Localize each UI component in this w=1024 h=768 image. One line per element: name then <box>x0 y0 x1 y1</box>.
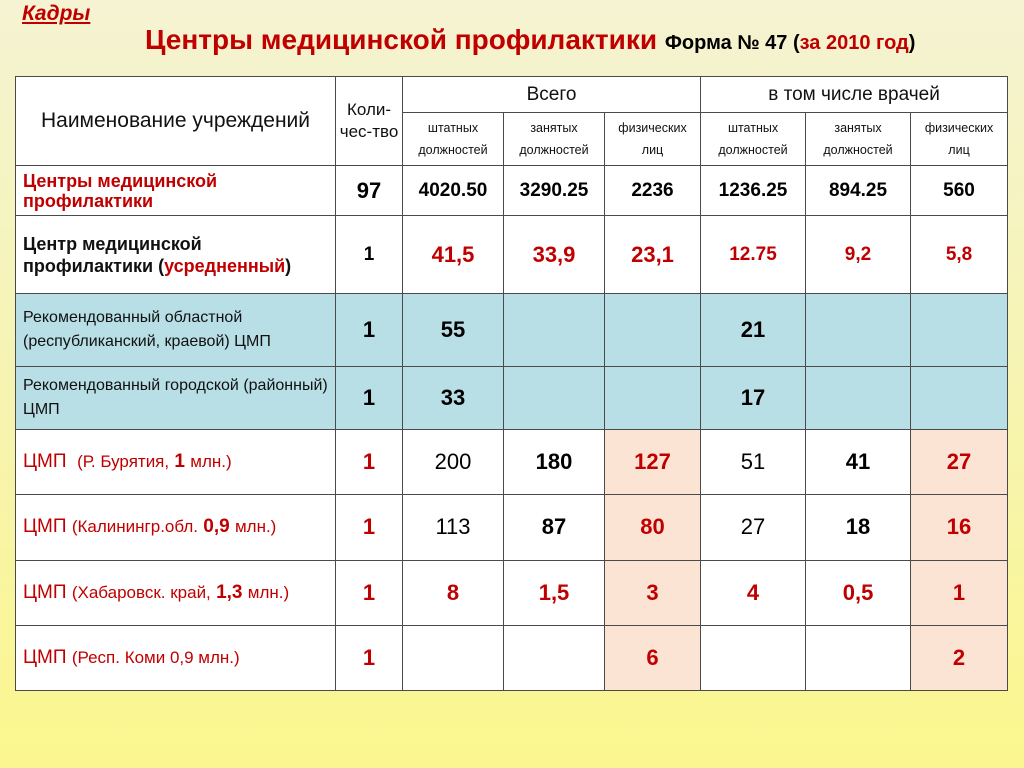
cell <box>605 367 701 429</box>
cell: 4020.50 <box>403 166 504 216</box>
row-name-d: млн.) <box>234 517 277 537</box>
cell <box>403 625 504 690</box>
cell: 55 <box>403 294 504 367</box>
cell: 16 <box>911 494 1008 560</box>
cell: 3290.25 <box>504 166 605 216</box>
row-name <box>16 625 336 690</box>
row-count: 1 <box>336 560 403 625</box>
table-row <box>16 494 1008 560</box>
cell: 180 <box>504 429 605 494</box>
cell: 1 <box>911 560 1008 625</box>
header-doctors: в том числе врачей <box>701 77 1008 113</box>
cell: 21 <box>701 294 806 367</box>
table-row <box>16 367 1008 429</box>
row-name-a: Центр медицинской профилактики ( <box>23 233 202 276</box>
cell: 33,9 <box>504 216 605 294</box>
cell: 87 <box>504 494 605 560</box>
cell <box>701 625 806 690</box>
cell: 113 <box>403 494 504 560</box>
table-row <box>16 294 1008 367</box>
staff-table <box>15 76 1008 691</box>
table-row <box>16 166 1008 216</box>
cell: 200 <box>403 429 504 494</box>
cell: 3 <box>605 560 701 625</box>
header-total-occupied: занятых должностей <box>504 113 605 166</box>
cell: 4 <box>701 560 806 625</box>
cell: 41,5 <box>403 216 504 294</box>
cell: 23,1 <box>605 216 701 294</box>
cell: 0,5 <box>806 560 911 625</box>
table-row <box>16 429 1008 494</box>
header-doctors-persons: физических лиц <box>911 113 1008 166</box>
cell: 27 <box>911 429 1008 494</box>
row-name <box>16 216 336 294</box>
row-count: 1 <box>336 625 403 690</box>
row-name-c: 0,9 <box>203 516 230 538</box>
row-name-a: ЦМП <box>23 646 67 668</box>
header-doctors-occupied: занятых должностей <box>806 113 911 166</box>
row-name-a: ЦМП <box>23 516 67 538</box>
cell: 41 <box>806 429 911 494</box>
row-name <box>16 494 336 560</box>
row-name-c: 1,3 <box>216 581 243 603</box>
section-label: Кадры <box>22 2 91 25</box>
cell: 80 <box>605 494 701 560</box>
header-doctors-staff: штатных должностей <box>701 113 806 166</box>
row-count: 1 <box>336 494 403 560</box>
row-count: 97 <box>336 166 403 216</box>
cell: 560 <box>911 166 1008 216</box>
row-name: Центры медицинской профилактики <box>16 166 336 216</box>
row-name-a: ЦМП <box>23 450 67 472</box>
form-year: за 2010 год <box>799 32 909 54</box>
header-count: Коли-чес-тво <box>336 77 403 166</box>
cell <box>605 294 701 367</box>
cell <box>504 367 605 429</box>
row-name <box>16 429 336 494</box>
row-count: 1 <box>336 429 403 494</box>
cell: 9,2 <box>806 216 911 294</box>
row-name-b: (Хабаровск. край, <box>71 582 211 602</box>
cell <box>504 625 605 690</box>
cell: 1,5 <box>504 560 605 625</box>
cell <box>806 367 911 429</box>
row-count: 1 <box>336 367 403 429</box>
row-name-d: млн.) <box>247 582 290 602</box>
cell <box>504 294 605 367</box>
table-row <box>16 625 1008 690</box>
title-text: Центры медицинской профилактики <box>145 24 658 55</box>
cell <box>806 294 911 367</box>
cell: 2236 <box>605 166 701 216</box>
cell: 1236.25 <box>701 166 806 216</box>
cell: 12.75 <box>701 216 806 294</box>
row-name-b: усредненный <box>164 255 286 276</box>
row-count: 1 <box>336 216 403 294</box>
row-name: Рекомендованный городской (районный) ЦМП <box>16 367 336 429</box>
cell <box>806 625 911 690</box>
cell: 51 <box>701 429 806 494</box>
form-close: ) <box>908 32 916 54</box>
row-count: 1 <box>336 294 403 367</box>
table-row <box>16 216 1008 294</box>
cell: 5,8 <box>911 216 1008 294</box>
row-name-a: ЦМП <box>23 581 67 603</box>
cell: 18 <box>806 494 911 560</box>
table-row <box>16 560 1008 625</box>
form-label: Форма № 47 ( <box>664 32 800 54</box>
cell: 894.25 <box>806 166 911 216</box>
header-total: Всего <box>403 77 701 113</box>
cell: 2 <box>911 625 1008 690</box>
cell <box>911 367 1008 429</box>
page-title <box>145 24 915 56</box>
row-name-c: ) <box>285 255 292 276</box>
header-total-staff: штатных должностей <box>403 113 504 166</box>
cell: 6 <box>605 625 701 690</box>
cell: 17 <box>701 367 806 429</box>
header-name: Наименование учреждений <box>16 77 336 166</box>
cell: 127 <box>605 429 701 494</box>
cell: 8 <box>403 560 504 625</box>
row-name <box>16 560 336 625</box>
row-name-b: (Р. Бурятия, <box>77 451 170 471</box>
header-row-top <box>16 77 1008 113</box>
row-name-d: млн.) <box>190 451 232 471</box>
header-total-persons: физических лиц <box>605 113 701 166</box>
row-name-c: 1 <box>174 450 185 472</box>
row-name-b: (Респ. Коми 0,9 млн.) <box>71 647 240 667</box>
cell: 27 <box>701 494 806 560</box>
row-name: Рекомендованный областной (республиканский, краевой) ЦМП <box>16 294 336 367</box>
cell <box>911 294 1008 367</box>
row-name-b: (Калинингр.обл. <box>71 517 198 537</box>
cell: 33 <box>403 367 504 429</box>
